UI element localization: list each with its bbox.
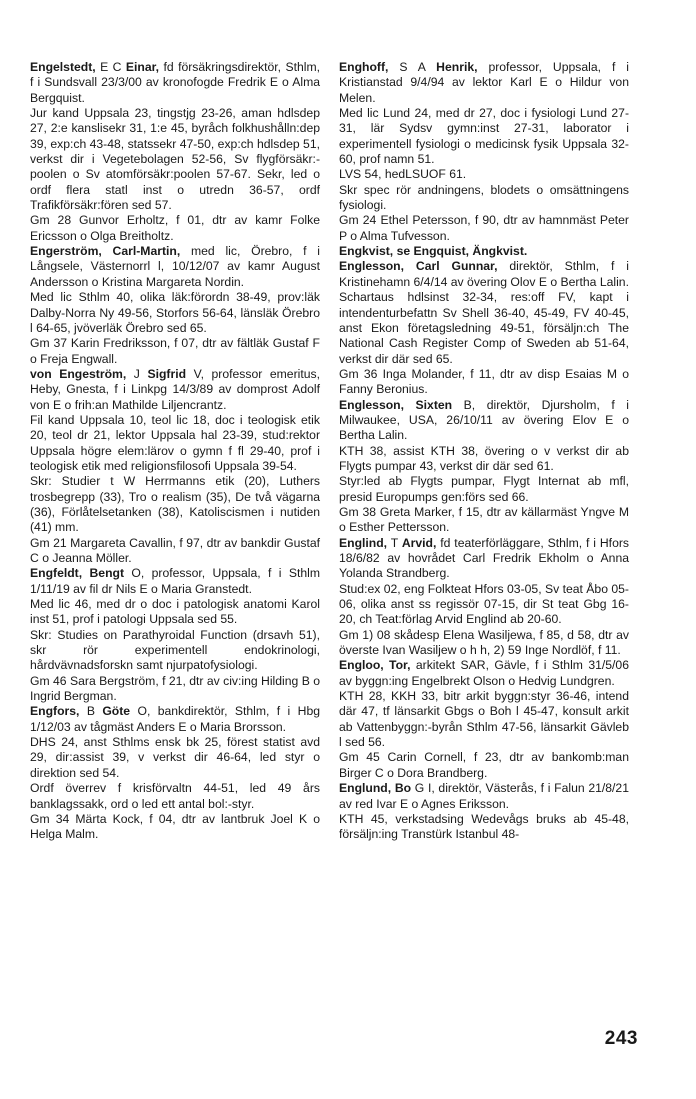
entry-surname: von Engeström, <box>30 366 127 381</box>
biography-entry <box>30 566 320 704</box>
entry-text: B, direktör, Djursholm, f i Milwaukee, USA, 26/10/11 av övering Elov E o Bertha Lalin. <box>339 397 629 443</box>
entry-text: direktör, Västerås, f i Falun 21/8/21 av red Ivar E o Agnes Eriksson. <box>339 781 629 811</box>
entry-paragraph: Gm 38 Greta Marker, f 15, dtr av källarmäst Yngve M o Esther Pettersson. <box>339 504 629 535</box>
entry-given-name: Sigfrid <box>147 366 187 381</box>
entry-text: fd teaterförläggare, Sthlm, f i Hfors 18/6/82 av hovrådet Carl Fredrik Ekholm o Anna Yolanda Strandberg. <box>339 535 629 581</box>
entry-text: O, bankdirektör, Sthlm, f i Hbg 1/12/03 av tågmäst Anders E o Maria Brorsson. <box>30 704 320 734</box>
biography-entry <box>339 658 629 781</box>
entry-paragraph: Med lic Sthlm 40, olika läk:förordn 38-49, prov:läk Dalby-Norra Ny 49-56, Storfors 56-64, länsläk Örebro l 64-65, jvöverläk Örebro sed 65. <box>30 290 320 335</box>
biography-entry <box>30 367 320 566</box>
entry-paragraph: Gm 34 Märta Kock, f 04, dtr av lantbruk Joel K o Helga Malm. <box>30 811 320 842</box>
entry-surname: Englesson, Sixten <box>339 397 453 412</box>
entry-paragraph: Styr:led ab Flygts pumpar, Flygt Internat ab mfl, presid Europumps gen:förs sed 66. <box>339 474 629 504</box>
entry-lead <box>339 781 629 812</box>
entry-lead <box>339 658 629 689</box>
entry-surname: Engerström, Carl-Martin, <box>30 244 181 259</box>
entry-text: arkitekt SAR, Gävle, f i Sthlm 31/5/06 av byggn:ing Engelbrekt Olson o Hedvig Lundgren. <box>339 658 629 688</box>
biography-entry <box>339 244 629 259</box>
entry-given-name: Göte <box>102 704 131 719</box>
entry-paragraph: Gm 1) 08 skådesp Elena Wasiljewa, f 85, d 58, dtr av överste Ivan Wasiljew o h h, 2) 59 Inge Nordlöf, f 11. <box>339 627 629 658</box>
entry-initials: E C <box>95 60 126 74</box>
entry-paragraph: KTH 45, verkstadsing Wedevågs bruks ab 45-48, försäljn:ing Transtürk Istanbul 48- <box>339 811 629 842</box>
entry-paragraph: Gm 37 Karin Fredriksson, f 07, dtr av fältläk Gustaf F o Freja Engwall. <box>30 336 320 366</box>
entry-initials: J <box>126 366 148 381</box>
entry-paragraph: Ordf överrev f krisförvaltn 44-51, led 49 års banklagssakk, ord o led ett antal bol:-styr. <box>30 781 320 811</box>
entry-surname: Englesson, Carl Gunnar, <box>339 259 498 274</box>
entry-surname: Engloo, Tor, <box>339 658 411 673</box>
entry-lead <box>339 259 629 290</box>
entry-lead <box>339 60 629 106</box>
biography-entry <box>30 60 320 244</box>
entry-paragraph: Skr: Studies on Parathyroidal Function (drsavh 51), skr rör experimentell endokrinologi, hårdvävnadsforskn samt njurpatofysiologi. <box>30 627 320 673</box>
entry-initials: T <box>387 535 402 550</box>
entry-lead <box>30 704 320 735</box>
biography-entry <box>339 398 629 536</box>
entry-paragraph: Skr: Studier t W Herrmanns etik (20), Luthers trosbegrepp (33), Tro o realism (35), De två vägarna (36), Förlåtelsetanken (38), Katoliscismen i nutiden (41) mm. <box>30 474 320 535</box>
entry-lead <box>30 60 320 106</box>
page-number: 243 <box>604 1028 638 1049</box>
entry-text: professor, Uppsala, f i Kristianstad 9/4/94 av lektor Karl E o Hildur von Melen. <box>339 60 629 105</box>
entry-lead <box>30 244 320 290</box>
entry-lead <box>339 536 629 582</box>
entry-paragraph: Gm 46 Sara Bergström, f 21, dtr av civ:ing Hilding B o Ingrid Bergman. <box>30 673 320 704</box>
entry-given-name: Einar, <box>125 60 160 74</box>
biography-entry <box>30 704 320 842</box>
biography-entry <box>339 781 629 842</box>
entry-text: med lic, Örebro, f i Långsele, Västernorrl l, 10/12/07 av kamr August Andersson o Kristina Margareta Nordin. <box>30 244 320 289</box>
left-column <box>30 60 320 843</box>
entry-initials: G I, <box>411 781 439 796</box>
entry-initials: S A <box>388 60 437 74</box>
entry-given-name: Henrik, <box>436 60 478 74</box>
entry-surname: Engkvist, se Engquist, Ängkvist. <box>339 244 528 259</box>
entry-surname: Englund, Bo <box>339 781 412 796</box>
entry-paragraph: Gm 24 Ethel Petersson, f 90, dtr av hamnmäst Peter P o Alma Tufvesson. <box>339 213 629 243</box>
entry-paragraph: Gm 36 Inga Molander, f 11, dtr av disp Esaias M o Fanny Beronius. <box>339 366 629 397</box>
entry-surname: Englind, <box>339 535 388 550</box>
entry-text: O, professor, Uppsala, f i Sthlm 1/11/19 av fil dr Nils E o Maria Granstedt. <box>30 566 320 596</box>
entry-paragraph: Gm 28 Gunvor Erholtz, f 01, dtr av kamr Folke Ericsson o Olga Breitholtz. <box>30 213 320 243</box>
entry-paragraph: Fil kand Uppsala 10, teol lic 18, doc i teologisk etik 20, teol dr 21, lektor Uppsala hal 23-39, stud:rektor Uppsala högre elem:lärov o gymn f fl 29-40, prof i teologisk etik med religionsfilosofi Uppsala 39-54. <box>30 412 320 473</box>
entry-text: V, professor emeritus, Heby, Gnesta, f i Linkpg 14/3/89 av domprost Adolf von E o frih:an Mathilde Liljencrantz. <box>30 366 320 412</box>
entry-paragraph: Gm 21 Margareta Cavallin, f 97, dtr av bankdir Gustaf C o Jeanna Möller. <box>30 535 320 565</box>
entry-given-name: Arvid, <box>401 535 437 550</box>
entry-surname: Engfeldt, Bengt <box>30 566 125 581</box>
entry-lead <box>339 398 629 444</box>
entry-paragraph: Med lic 46, med dr o doc i patologisk anatomi Karol inst 51, prof i patologi Uppsala sed 55. <box>30 597 320 627</box>
biography-entry <box>339 536 629 659</box>
entry-text: direktör, Sthlm, f i Kristinehamn 6/4/14 av övering Olov E o Bertha Lalin. <box>339 259 630 289</box>
entry-paragraph: DHS 24, anst Sthlms ensk bk 25, förest statist avd 29, dir:assist 39, v verkst dir 46-64, led styr o direktion sed 54. <box>30 735 320 780</box>
entry-paragraph: Skr spec rör andningens, blodets o omsättningens fysiologi. <box>339 182 629 213</box>
entry-lead <box>30 367 320 413</box>
entry-paragraph: Jur kand Uppsala 23, tingstjg 23-26, aman hdlsdep 27, 2:e kanslisekr 31, 1:e 45, byråch folkhushålln:dep 39, exp:ch 43-48, statssekr 47-50, exp:ch hdlsdep 51, verkst dir i Vegetebolagen 52-56, Sv flygförsäkr:-poolen o Sv atomförsäkr:poolen 57-67. Sekr, led o ordf flera statl inst o utredn 36-57, ordf Trafikförsäkr:fören sed 57. <box>30 106 320 213</box>
entry-initials: B <box>79 704 103 719</box>
entry-lead <box>30 566 320 597</box>
entry-paragraph: KTH 38, assist KTH 38, övering o v verkst dir ab Flygts pumpar 43, verkst dir där sed 61. <box>339 443 629 473</box>
entry-lead <box>339 244 629 259</box>
entry-surname: Engelstedt, <box>30 60 96 74</box>
entry-paragraph: Gm 45 Carin Cornell, f 23, dtr av bankomb:man Birger C o Dora Brandberg. <box>339 750 629 780</box>
entry-surname: Enghoff, <box>339 60 389 74</box>
right-column <box>339 60 629 843</box>
entry-text: fd försäkringsdirektör, Sthlm, f i Sundsvall 23/3/00 av kronofogde Fredrik E o Alma Bergquist. <box>30 60 320 105</box>
entry-paragraph: LVS 54, hedLSUOF 61. <box>339 167 467 182</box>
entry-paragraph: KTH 28, KKH 33, bitr arkit byggn:styr 36-46, intend där 47, tf länsarkit Gbgs o Boh l 45-47, konsult arkit ab Vattenbyggn:-byrån Sthlm 47-56, länsarkit Gävleb l sed 56. <box>339 689 629 750</box>
entry-surname: Engfors, <box>30 704 80 719</box>
entry-paragraph: Schartaus hdlsinst 32-34, res:off FV, kapt i intendenturbefattn Sv Shell 36-40, 45-49, FV 40-45, anst Ekon företagsledning 49-51, försäljn:ch The National Cash Register Comp of Sweden ab 51-64, verkst dir där sed 65. <box>339 290 629 366</box>
biography-entry <box>339 259 629 397</box>
biography-entry <box>30 244 320 367</box>
biography-entry <box>339 60 629 244</box>
entry-paragraph: Med lic Lund 24, med dr 27, doc i fysiologi Lund 27-31, lär Sydsv gymn:inst 27-31, laborator i experimentell fysiologi o medicinsk fysik Uppsala 32-60, prof namn 51. <box>339 106 629 167</box>
entry-paragraph: Stud:ex 02, eng Folkteat Hfors 03-05, Sv teat Åbo 05-06, olika anst ss regissör 07-15, dir St teat Gbg 16-20, ch Teat:förlag Arvid Englind ab 20-60. <box>339 581 629 627</box>
